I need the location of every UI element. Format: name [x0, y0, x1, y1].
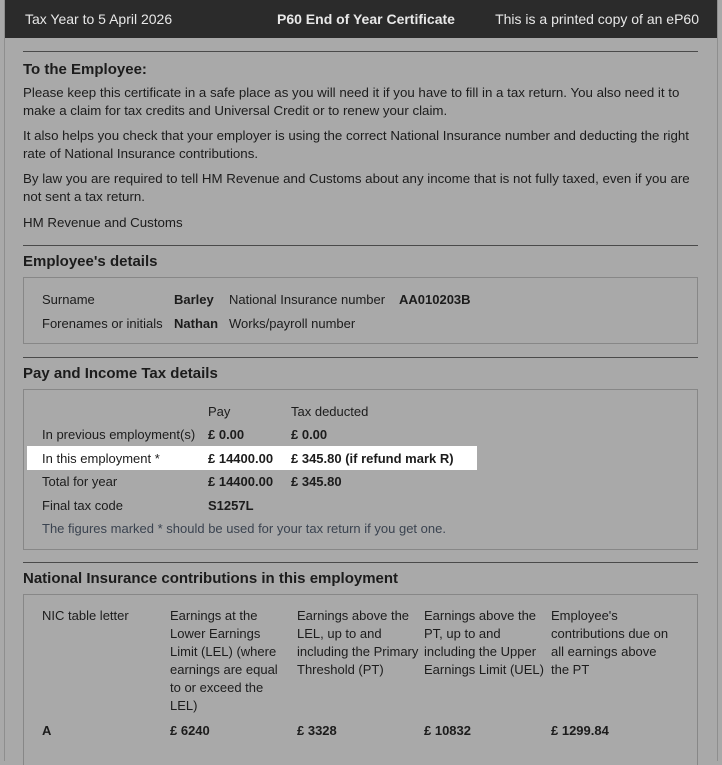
to-employee-para-1: Please keep this certificate in a safe place as you will need it if you have to fill in a tax return. You also need it to make a claim for tax credits and Universal Credit or to renew your claim.: [23, 85, 680, 118]
row-tax-total: £ 345.80: [291, 474, 342, 489]
row-pay: £ 0.00: [208, 427, 245, 442]
forenames-label: Forenames or initials: [42, 316, 163, 331]
row-pay-total: £ 14400.00: [208, 474, 274, 489]
surname-label: Surname: [42, 292, 95, 307]
header-bar: [5, 0, 717, 38]
tax-code-value: S1257L: [208, 498, 254, 513]
to-employee-heading: To the Employee:: [23, 61, 147, 78]
nic-col-contributions: Employee's contributions due on all earnings above the PT: [551, 608, 669, 677]
row-pay-this-employment: £ 14400.00: [208, 451, 274, 466]
pay-column-header: Pay: [208, 404, 231, 419]
nic-pt-uel-value: £ 10832: [424, 723, 471, 738]
row-tax: £ 0.00: [291, 427, 328, 442]
works-number-label: Works/payroll number: [229, 316, 356, 331]
row-label-this-employment: In this employment *: [42, 451, 160, 466]
forenames-value: Nathan: [174, 316, 219, 331]
printed-copy-note: This is a printed copy of an eP60: [495, 11, 699, 27]
nic-col-letter: NIC table letter: [42, 608, 129, 623]
row-label-total: Total for year: [42, 474, 118, 489]
divider: [23, 245, 698, 246]
to-employee-para-2: It also helps you check that your employer is using the correct National Insurance number and deducting the right rate of National Insurance contributions.: [23, 128, 689, 161]
hmrc-signoff: HM Revenue and Customs: [23, 215, 183, 230]
nic-col-lel-pt: Earnings above the LEL, up to and including the Primary Threshold (PT): [297, 608, 419, 677]
nic-box: [23, 594, 698, 765]
nic-heading: National Insurance contributions in this employment: [23, 570, 399, 587]
nic-lel-pt-value: £ 3328: [297, 723, 337, 738]
nic-letter-value: A: [42, 723, 52, 738]
nic-col-lel: Earnings at the Lower Earnings Limit (LEL) (where earnings are equal to or exceed the LEL): [170, 608, 278, 713]
divider: [23, 357, 698, 358]
nic-col-pt-uel: Earnings above the PT, up to and including the Upper Earnings Limit (UEL): [424, 608, 544, 677]
tax-return-note: The figures marked * should be used for your tax return if you get one.: [42, 521, 446, 536]
tax-column-header: Tax deducted: [291, 404, 369, 419]
divider: [23, 51, 698, 52]
ni-number-value: AA010203B: [399, 292, 471, 307]
surname-value: Barley: [174, 292, 214, 307]
nic-lel-value: £ 6240: [170, 723, 210, 738]
p60-certificate: [4, 0, 718, 761]
to-employee-para-3: By law you are required to tell HM Revenue and Customs about any income that is not fully taxed, even if you are not sent a tax return.: [23, 171, 690, 204]
tax-year-label: Tax Year to 5 April 2026: [25, 11, 173, 27]
tax-code-label: Final tax code: [42, 498, 123, 513]
pay-tax-heading: Pay and Income Tax details: [23, 365, 218, 382]
row-label: In previous employment(s): [42, 427, 196, 442]
divider: [23, 562, 698, 563]
employee-details-box: [23, 277, 698, 344]
row-tax-this-employment: £ 345.80 (if refund mark R): [291, 451, 454, 466]
ni-number-label: National Insurance number: [229, 292, 386, 307]
nic-contributions-value: £ 1299.84: [551, 723, 609, 738]
certificate-title: P60 End of Year Certificate: [277, 11, 455, 27]
employee-details-heading: Employee's details: [23, 253, 158, 270]
